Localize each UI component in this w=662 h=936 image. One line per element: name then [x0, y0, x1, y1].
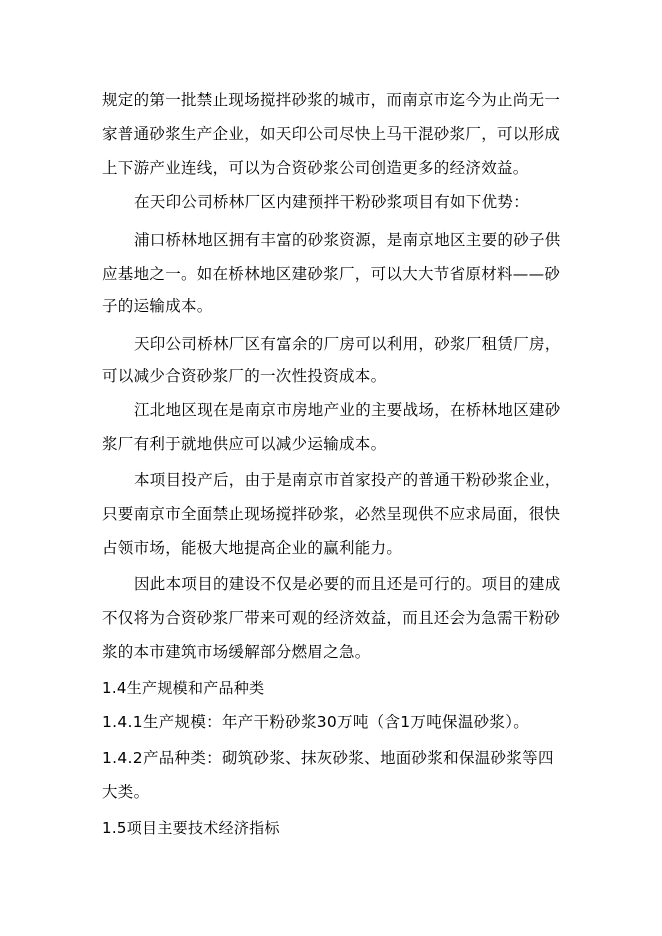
paragraph-line: 本项目投产后，由于是南京市首家投产的普通干粉砂浆企业，: [134, 471, 561, 489]
paragraph-line: 天印公司桥林厂区有富余的厂房可以利用，砂浆厂租赁厂房，: [134, 335, 561, 353]
paragraph-line: 应基地之一。如在桥林地区建砂浆厂，可以大大节省原材料——砂: [102, 265, 561, 283]
paragraph-line: 江北地区现在是南京市房地产业的主要战场，在桥林地区建砂: [134, 401, 561, 419]
paragraph-line: 家普通砂浆生产企业，如天印公司尽快上马干混砂浆厂，可以形成: [102, 125, 561, 143]
paragraph-line: 浆的本市建筑市场缓解部分燃眉之急。: [102, 643, 371, 661]
list-item: 1.4.2产品种类：砌筑砂浆、抹灰砂浆、地面砂浆和保温砂浆等四: [102, 749, 554, 767]
list-item: 1.4.1生产规模：年产干粉砂浆30万吨（含1万吨保温砂浆）。: [102, 713, 530, 731]
section-heading: 1.5项目主要技术经济指标: [102, 819, 280, 837]
paragraph-line: 可以减少合资砂浆厂的一次性投资成本。: [102, 367, 387, 385]
paragraph-line: 占领市场，能极大地提高企业的赢利能力。: [102, 539, 403, 557]
paragraph-line: 上下游产业连线，可以为合资砂浆公司创造更多的经济效益。: [102, 159, 529, 177]
paragraph-line: 规定的第一批禁止现场搅拌砂浆的城市，而南京市迄今为止尚无一: [102, 91, 561, 109]
paragraph-line: 因此本项目的建设不仅是必要的而且还是可行的。项目的建成: [134, 575, 561, 593]
paragraph-line: 不仅将为合资砂浆厂带来可观的经济效益，而且还会为急需干粉砂: [102, 609, 561, 627]
paragraph-line: 在天印公司桥林厂区内建预拌干粉砂浆项目有如下优势：: [134, 193, 530, 211]
section-heading: 1.4生产规模和产品种类: [102, 679, 265, 697]
paragraph-line: 浦口桥林地区拥有丰富的砂浆资源，是南京地区主要的砂子供: [134, 231, 561, 249]
list-item: 大类。: [102, 783, 150, 801]
paragraph-line: 只要南京市全面禁止现场搅拌砂浆，必然呈现供不应求局面，很快: [102, 505, 561, 523]
paragraph-line: 浆厂有利于就地供应可以减少运输成本。: [102, 435, 387, 453]
paragraph-line: 子的运输成本。: [102, 297, 213, 315]
